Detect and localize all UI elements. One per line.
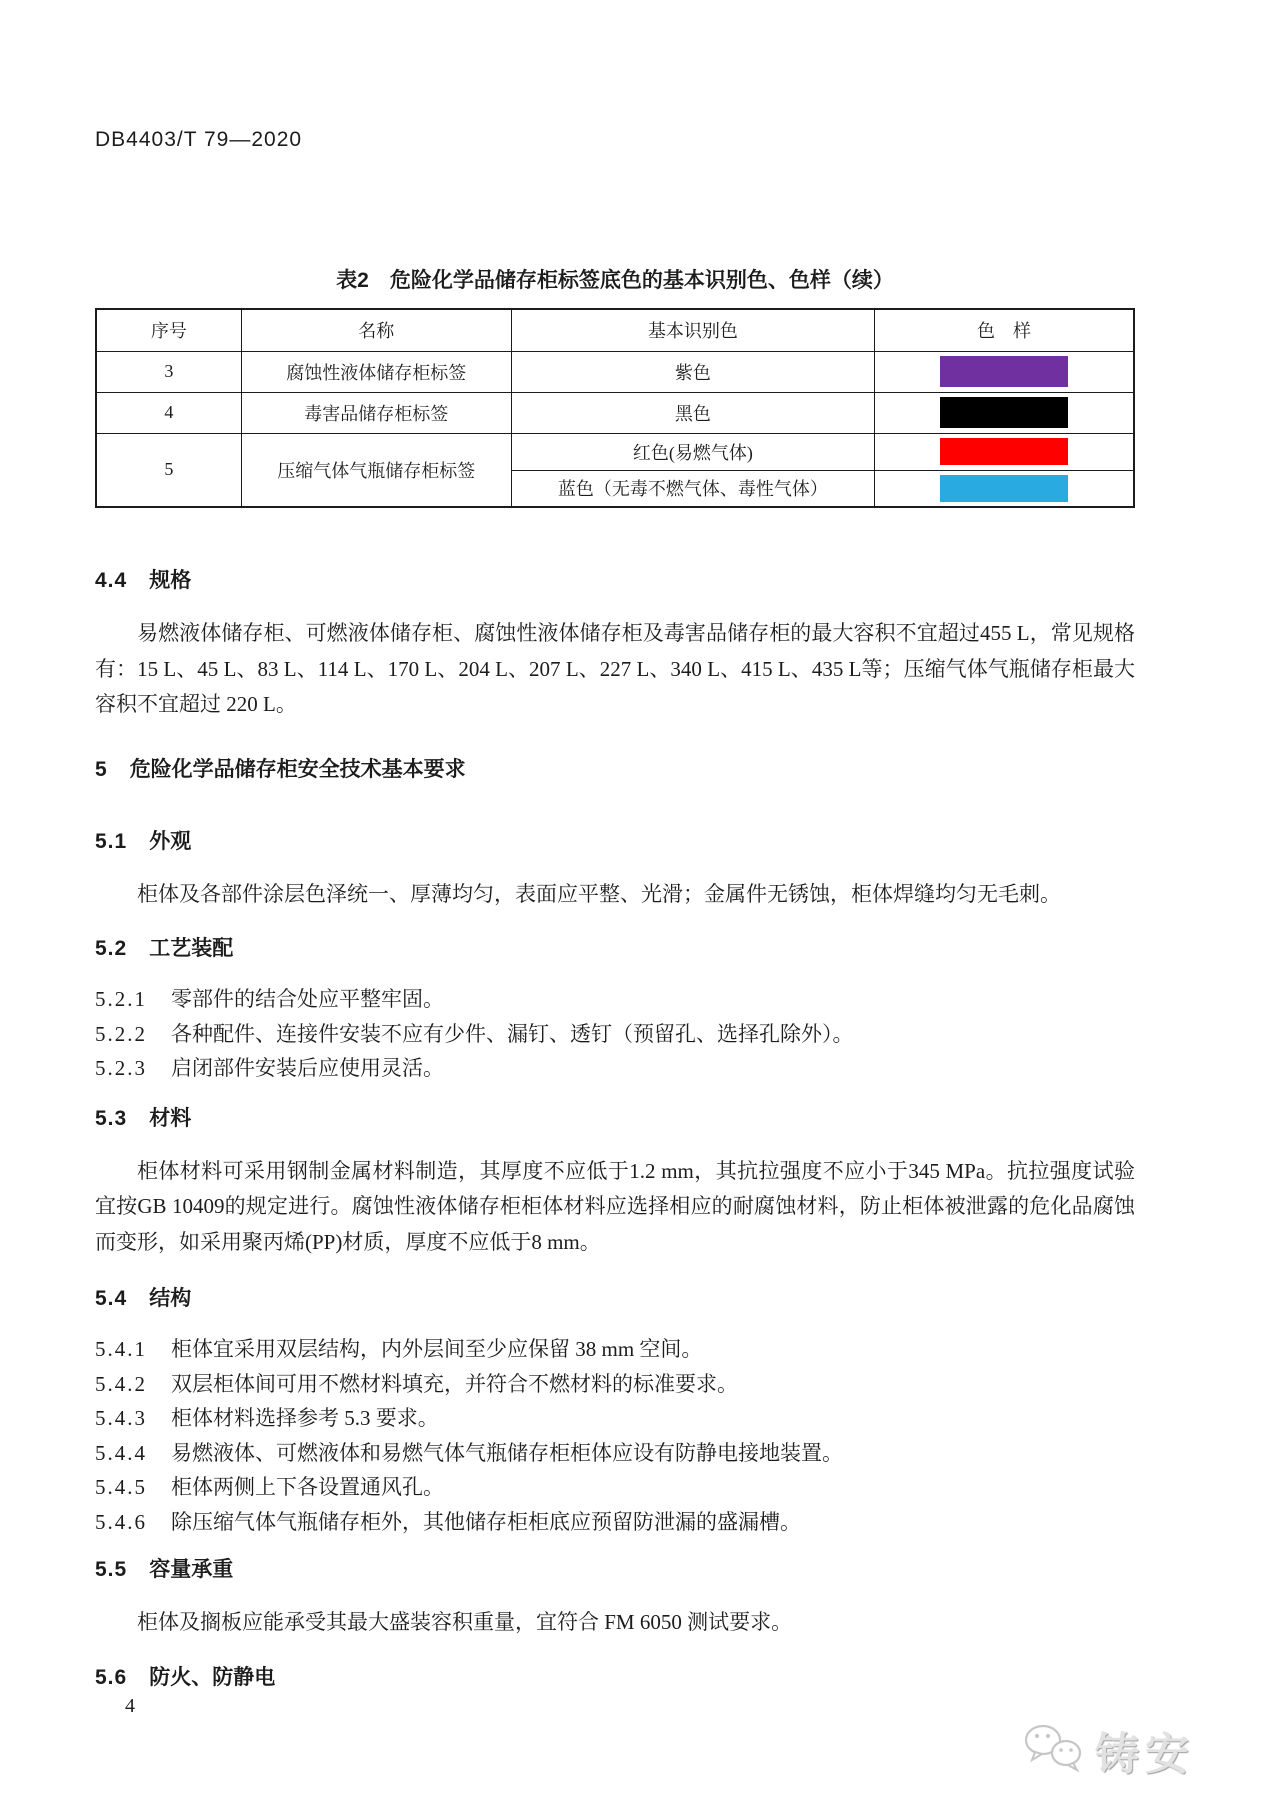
section-heading-5 — [95, 753, 1135, 783]
section-title: 工艺装配 — [149, 937, 234, 960]
section-number: 5.5 — [95, 1558, 128, 1581]
clause-text: 柜体材料选择参考 5.3 要求。 — [171, 1406, 439, 1430]
clause-text: 零部件的结合处应平整牢固。 — [171, 987, 444, 1011]
section-number: 5.1 — [95, 829, 128, 853]
paragraph-5-5: 柜体及搁板应能承受其最大盛装容积重量，宜符合 FM 6050 测试要求。 — [137, 1610, 793, 1634]
cell-name: 腐蚀性液体储存柜标签 — [241, 351, 511, 392]
cell-color: 黑色 — [511, 392, 874, 433]
section-heading-4-4 — [95, 564, 1135, 594]
watermark — [1023, 1718, 1195, 1782]
clause-number: 5.4.6 — [95, 1509, 147, 1534]
section-title: 材料 — [149, 1106, 192, 1130]
clause-number: 5.4.5 — [95, 1475, 147, 1499]
clause-text: 除压缩气体气瓶储存柜外，其他储存柜柜底应预留防泄漏的盛漏槽。 — [171, 1509, 801, 1534]
section-title: 容量承重 — [149, 1558, 234, 1581]
section-title: 防火、防静电 — [149, 1665, 276, 1689]
clause-text: 易燃液体、可燃液体和易燃气体气瓶储存柜柜体应设有防静电接地装置。 — [171, 1440, 843, 1465]
clause-number: 5.4.2 — [95, 1371, 147, 1396]
cell-no: 5 — [96, 433, 241, 507]
clause-number: 5.4.4 — [95, 1440, 147, 1465]
section-number: 5 — [95, 757, 108, 781]
purple-color-swatch — [940, 356, 1068, 387]
page-number: 4 — [125, 1695, 135, 1717]
clause-number: 5.2.2 — [95, 1021, 147, 1046]
watermark-text: 铸安 — [1095, 1730, 1195, 1779]
table-row — [96, 351, 1134, 392]
cell-sample — [874, 392, 1134, 433]
clause-number: 5.2.3 — [95, 1056, 147, 1080]
black-color-swatch — [940, 397, 1068, 428]
cell-sample — [874, 351, 1134, 392]
cell-no: 3 — [96, 351, 241, 392]
table-title: 表2 危险化学品储存柜标签底色的基本识别色、色样（续） — [336, 269, 894, 292]
blue-color-swatch — [940, 475, 1068, 502]
section-heading-5-5 — [95, 1553, 1135, 1583]
table-header-row — [96, 309, 1134, 351]
clause-item — [95, 982, 1135, 1017]
cell-name: 压缩气体气瓶储存柜标签 — [241, 433, 511, 507]
cell-color: 红色(易燃气体) — [511, 433, 874, 470]
wechat-icon — [1023, 1723, 1085, 1778]
cell-name: 毒害品储存柜标签 — [241, 392, 511, 433]
clause-text: 各种配件、连接件安装不应有少件、漏钉、透钉（预留孔、选择孔除外）。 — [171, 1021, 854, 1046]
section-number: 5.6 — [95, 1665, 128, 1689]
section-number: 4.4 — [95, 569, 128, 592]
header-cell-sample: 色 样 — [874, 309, 1134, 351]
header-cell-no: 序号 — [96, 309, 241, 351]
paragraph-5-3: 柜体材料可采用钢制金属材料制造，其厚度不应低于1.2 mm，其抗拉强度不应小于345 MPa。抗拉强度试验宜按GB 10409的规定进行。腐蚀性液体储存柜柜体材料应选择相应的耐腐蚀材料，防止柜体被泄露的危化品腐蚀而变形，如采用聚丙烯(PP)材质，厚度不应低于8 mm。 — [95, 1158, 1135, 1254]
section-title: 外观 — [149, 829, 192, 853]
clause-item — [95, 1436, 1135, 1471]
cell-color: 紫色 — [511, 351, 874, 392]
clause-item — [95, 1332, 1135, 1367]
standard-number-header: DB4403/T 79—2020 — [95, 128, 303, 151]
clause-list-5-4 — [95, 1332, 1135, 1539]
section-heading-5-2 — [95, 932, 1135, 962]
label-color-table — [95, 308, 1135, 508]
cell-no: 4 — [96, 392, 241, 433]
cell-sample — [874, 433, 1134, 470]
cell-color: 蓝色（无毒不燃气体、毒性气体） — [511, 470, 874, 507]
clause-number: 5.2.1 — [95, 987, 147, 1011]
clause-text: 双层柜体间可用不燃材料填充，并符合不燃材料的标准要求。 — [171, 1371, 738, 1396]
cell-sample — [874, 470, 1134, 507]
section-heading-5-1 — [95, 825, 1135, 855]
section-title: 危险化学品储存柜安全技术基本要求 — [129, 757, 466, 781]
section-title: 规格 — [149, 569, 192, 592]
paragraph-4-4: 易燃液体储存柜、可燃液体储存柜、腐蚀性液体储存柜及毒害品储存柜的最大容积不宜超过455 L，常见规格有：15 L、45 L、83 L、114 L、170 L、204 L、207 L、227 L、340 L、415 L、435 L等；压缩气体气瓶储存柜最大容积不宜超过 220 L。 — [95, 621, 1135, 716]
clause-item — [95, 1401, 1135, 1436]
clause-list-5-2 — [95, 982, 1135, 1086]
clause-item — [95, 1017, 1135, 1052]
clause-text: 柜体两侧上下各设置通风孔。 — [171, 1475, 444, 1499]
clause-text: 柜体宜采用双层结构，内外层间至少应保留 38 mm 空间。 — [171, 1337, 703, 1361]
clause-item — [95, 1367, 1135, 1402]
clause-item — [95, 1051, 1135, 1086]
clause-number: 5.4.3 — [95, 1406, 147, 1430]
section-heading-5-6 — [95, 1661, 1135, 1691]
section-number: 5.3 — [95, 1106, 128, 1130]
header-cell-name: 名称 — [241, 309, 511, 351]
table-row — [96, 433, 1134, 470]
section-heading-5-3 — [95, 1102, 1135, 1132]
clause-number: 5.4.1 — [95, 1337, 147, 1361]
section-heading-5-4 — [95, 1282, 1135, 1312]
clause-item — [95, 1470, 1135, 1505]
header-cell-color: 基本识别色 — [511, 309, 874, 351]
paragraph-5-1: 柜体及各部件涂层色泽统一、厚薄均匀，表面应平整、光滑；金属件无锈蚀，柜体焊缝均匀无毛刺。 — [137, 881, 1061, 906]
table-row — [96, 392, 1134, 433]
section-title: 结构 — [149, 1287, 192, 1310]
red-color-swatch — [940, 438, 1068, 465]
clause-item — [95, 1505, 1135, 1540]
clause-text: 启闭部件安装后应使用灵活。 — [171, 1056, 444, 1080]
section-number: 5.4 — [95, 1287, 128, 1310]
section-number: 5.2 — [95, 937, 128, 960]
